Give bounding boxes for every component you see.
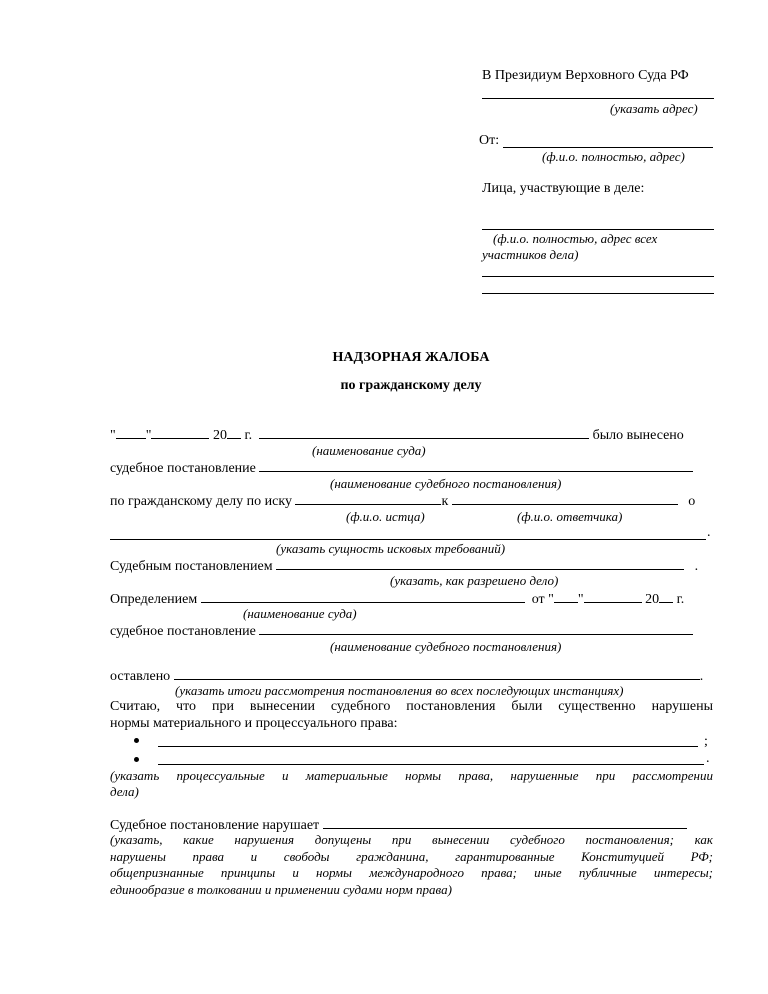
left-line: оставлено .: [110, 669, 704, 684]
violates-hint-3: общепризнанные принципы и нормы международного права; иные публичные интересы;: [110, 865, 713, 880]
norms-hint-1: (указать процессуальные и материальные нормы права, нарушенные при рассмотрении: [110, 768, 713, 783]
from-line: [503, 147, 713, 148]
document-subtitle: по гражданскому делу: [340, 378, 482, 393]
bullet-line-2: [158, 764, 704, 765]
claims-period: .: [707, 525, 711, 540]
from-label: От:: [479, 133, 500, 148]
ruling-hint-2: (наименование судебного постановления): [330, 639, 562, 654]
violates-line: Судебное постановление нарушает: [110, 816, 687, 834]
court-hint-2: (наименование суда): [243, 606, 357, 621]
norms-hint-2: дела): [110, 784, 139, 799]
consider-line-1: Считаю, что при вынесении судебного постановления были существенно нарушены: [110, 699, 713, 714]
court-hint: (наименование суда): [312, 443, 426, 458]
bullet-line-1: [158, 746, 698, 747]
resolved-hint: (указать, как разрешено дело): [390, 573, 559, 588]
instances-hint: (указать итоги рассмотрения постановления во всех последующих инстанциях): [175, 683, 624, 698]
parties-hint-2: участников дела): [482, 247, 579, 262]
determination-line: Определением от " " 20 г.: [110, 592, 685, 607]
violates-hint-4: единообразие в толковании и применении судами норм права): [110, 882, 452, 897]
ruling-hint: (наименование судебного постановления): [330, 476, 562, 491]
bullet-icon: [134, 757, 139, 762]
violates-hint-2: нарушены права и свободы гражданина, гарантированные Конституцией РФ;: [110, 849, 713, 864]
parties-label: Лица, участвующие в деле:: [482, 181, 645, 196]
document-title: НАДЗОРНАЯ ЖАЛОБА: [332, 350, 490, 365]
from-hint: (ф.и.о. полностью, адрес): [542, 149, 685, 164]
bullet-icon: [134, 738, 139, 743]
address-line: [482, 98, 714, 99]
judicial-ruling-line: Судебным постановлением .: [110, 559, 699, 574]
ruling-line-2: судебное постановление: [110, 622, 693, 640]
claims-hint: (указать сущность исковых требований): [276, 541, 506, 556]
violates-hint-1: (указать, какие нарушения допущены при вынесении судебного постановления; как: [110, 832, 713, 847]
claims-line: [110, 539, 706, 540]
parties-hint-1: (ф.и.о. полностью, адрес всех: [493, 231, 658, 246]
addressee-text: В Президиум Верховного Суда РФ: [482, 68, 689, 83]
address-hint: (указать адрес): [610, 101, 698, 116]
civil-case-line: по гражданскому делу по иску к о: [110, 494, 696, 509]
plaintiff-hint: (ф.и.о. истца): [346, 509, 425, 524]
bullet-semicolon: ;: [704, 734, 708, 749]
ruling-line: судебное постановление: [110, 459, 693, 477]
date-line: " " 20 г. было вынесено: [110, 428, 684, 443]
consider-line-2: нормы материального и процессуального права:: [110, 716, 398, 731]
parties-line-3: [482, 293, 714, 294]
defendant-hint: (ф.и.о. ответчика): [517, 509, 623, 524]
parties-line-2: [482, 276, 714, 277]
bullet-period: .: [706, 751, 710, 766]
parties-line-1: [482, 229, 714, 230]
